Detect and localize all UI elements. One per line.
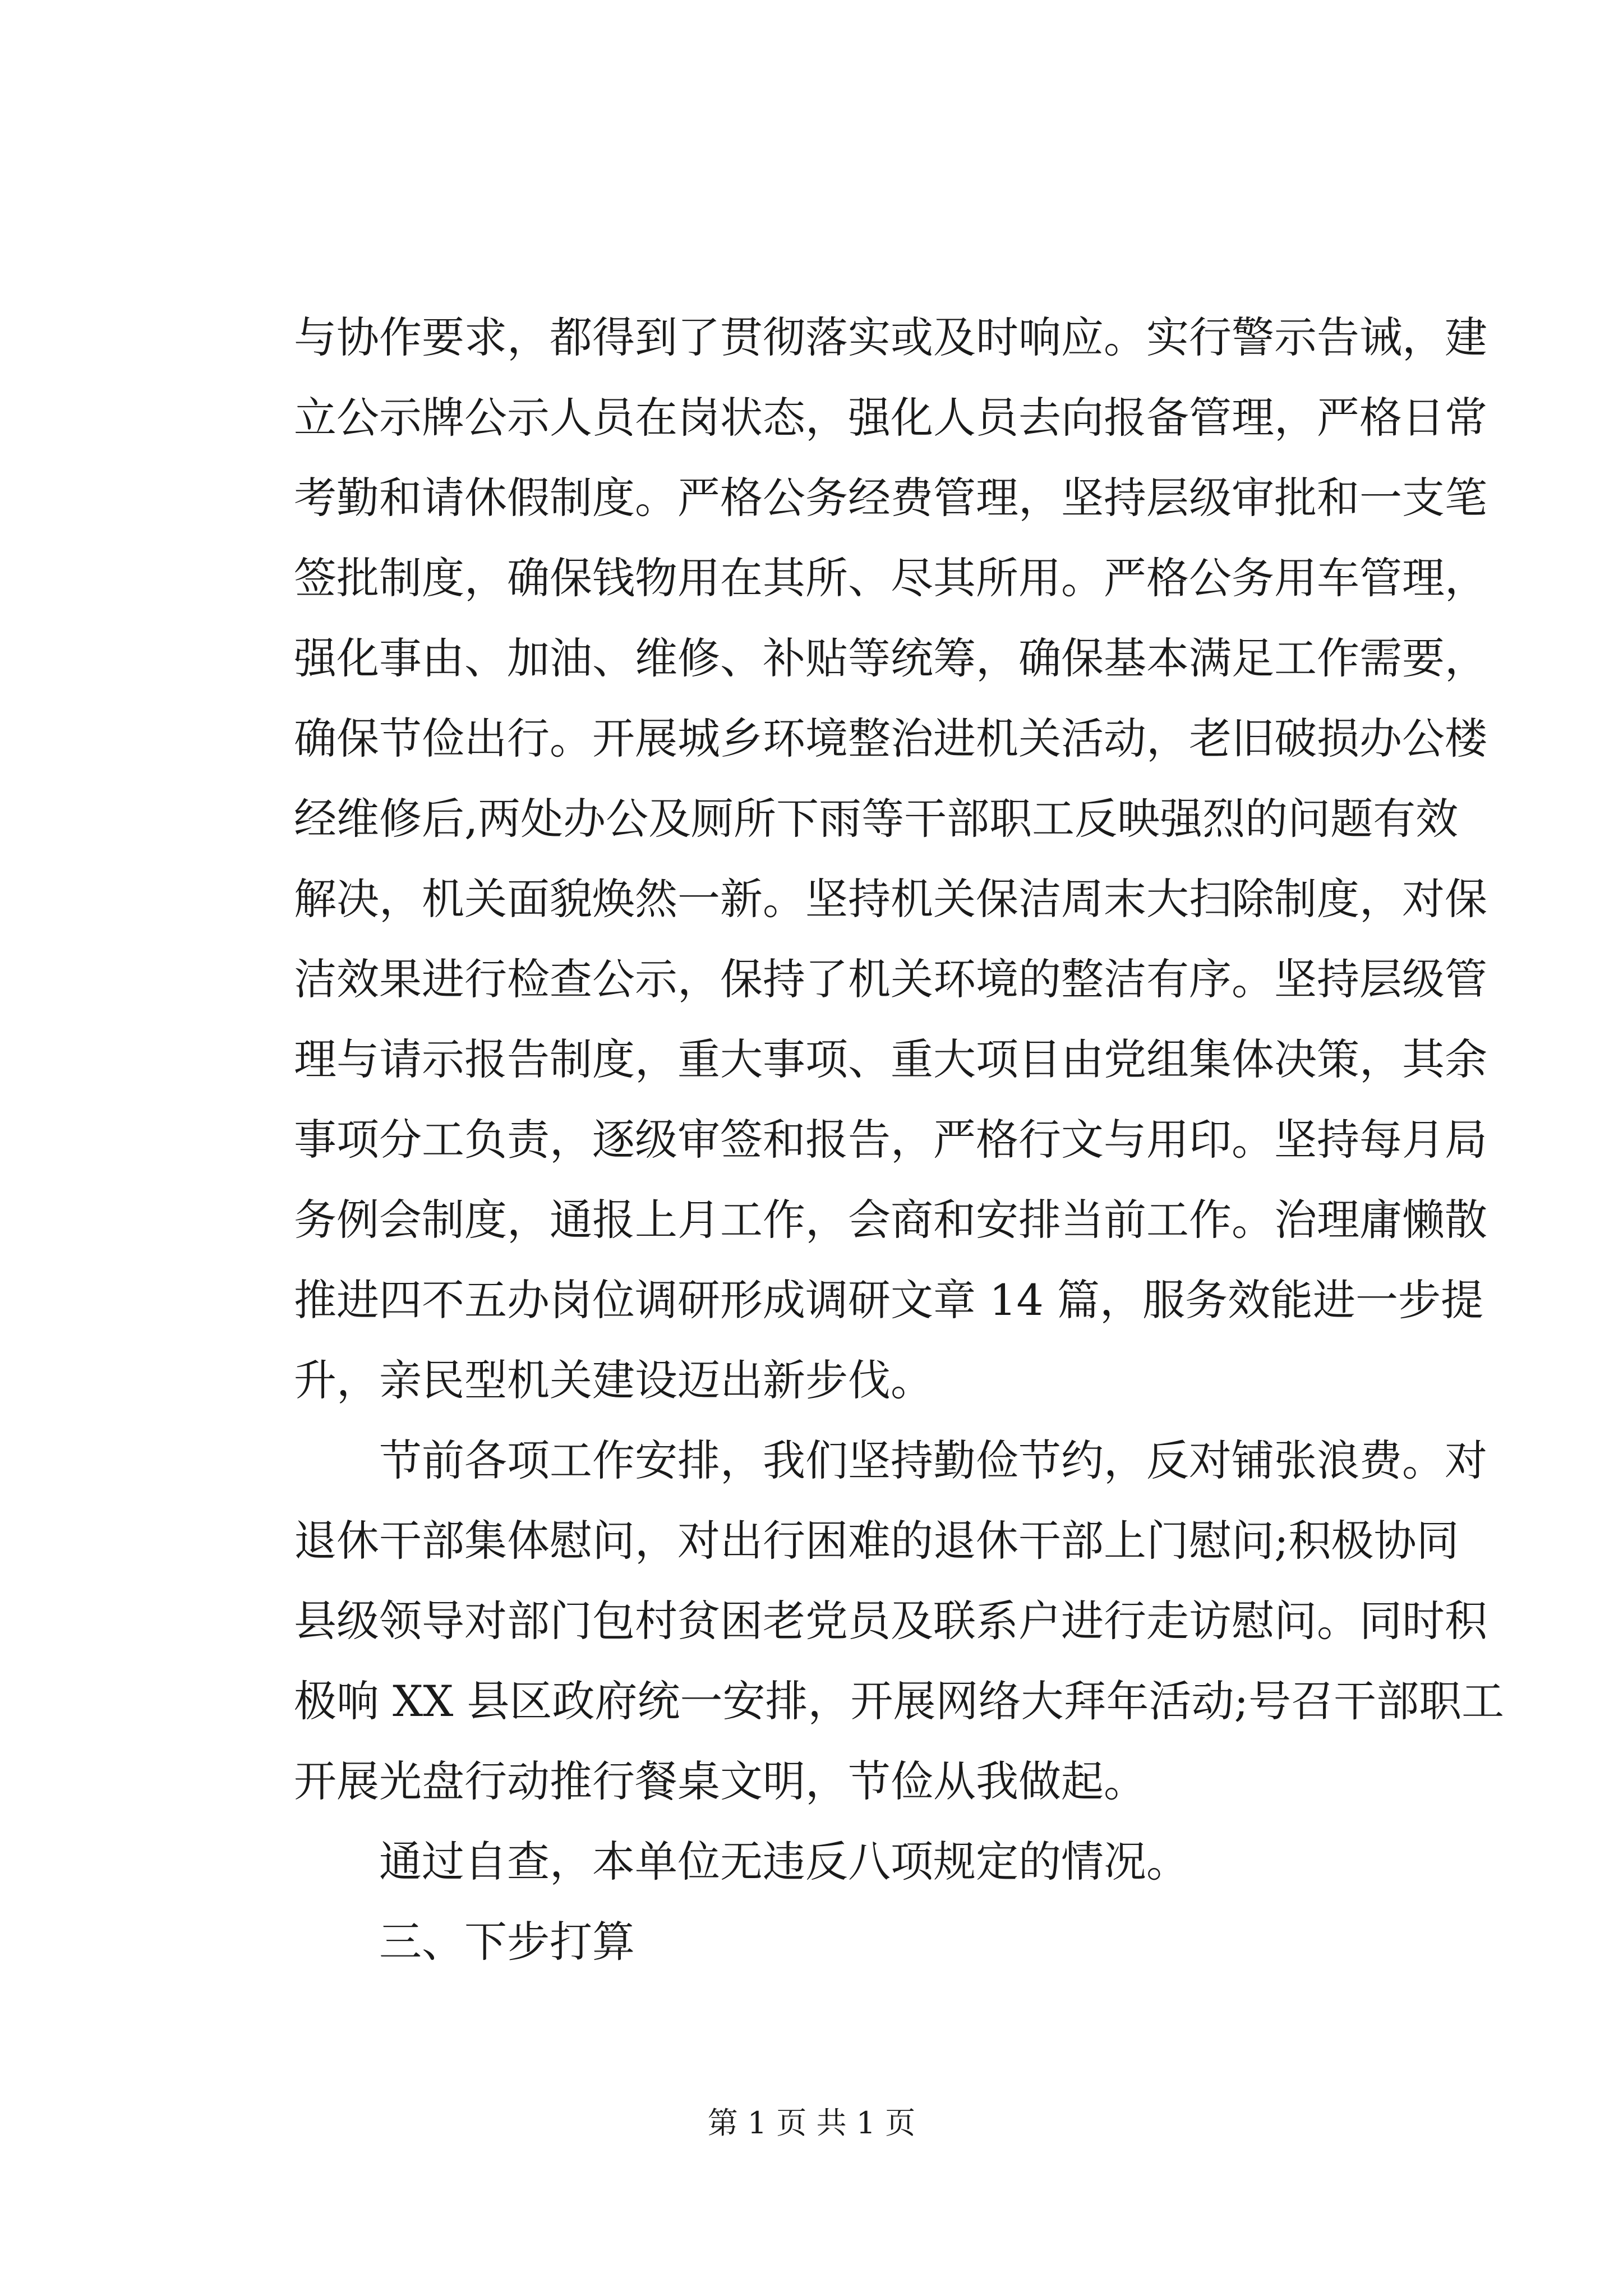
text-line: 极响 XX 县区政府统一安排，开展网络大拜年活动;号召干部职工	[294, 1676, 1505, 1726]
text-line: 务例会制度，通报上月工作，会商和安排当前工作。治理庸懒散	[294, 1195, 1487, 1245]
text-line: 开展光盘行动推行餐桌文明，节俭从我做起。	[294, 1756, 1146, 1806]
page-number-label: 第 1 页 共 1 页	[707, 2105, 916, 2141]
text-line: 洁效果进行检查公示，保持了机关环境的整洁有序。坚持层级管	[294, 954, 1487, 1004]
text-line: 三、下步打算	[379, 1917, 635, 1967]
text-line: 解决，机关面貌焕然一新。坚持机关保洁周末大扫除制度，对保	[294, 874, 1487, 924]
section-heading	[294, 1902, 1410, 1982]
text-line: 通过自查，本单位无违反八项规定的情况。	[379, 1837, 1189, 1887]
text-line: 经维修后,两处办公及厕所下雨等干部职工反映强烈的问题有效	[294, 794, 1459, 844]
text-line: 推进四不五办岗位调研形成调研文章 14 篇，服务效能进一步提	[294, 1275, 1484, 1325]
text-line: 确保节俭出行。开展城乡环境整治进机关活动，老旧破损办公楼	[294, 714, 1487, 763]
text-line: 考勤和请休假制度。严格公务经费管理，坚持层级审批和一支笔	[294, 473, 1487, 523]
text-line: 签批制度，确保钱物用在其所、尽其所用。严格公务用车管理，	[294, 553, 1487, 603]
paragraph-2	[294, 1420, 1505, 1821]
text-line: 升，亲民型机关建设迈出新步伐。	[294, 1355, 933, 1405]
body-text	[294, 297, 1505, 1982]
text-line: 与协作要求，都得到了贯彻落实或及时响应。实行警示告诫，建	[294, 312, 1487, 362]
text-line: 节前各项工作安排，我们坚持勤俭节约，反对铺张浪费。对	[379, 1435, 1487, 1485]
paragraph-3	[294, 1821, 1410, 1902]
text-line: 立公示牌公示人员在岗状态，强化人员去向报备管理，严格日常	[294, 393, 1487, 443]
page-footer	[0, 2101, 1623, 2146]
paragraph-1	[294, 297, 1487, 1420]
text-line: 理与请示报告制度，重大事项、重大项目由党组集体决策，其余	[294, 1034, 1487, 1084]
text-line: 退休干部集体慰问，对出行困难的退休干部上门慰问;积极协同	[294, 1516, 1459, 1566]
text-line: 县级领导对部门包村贫困老党员及联系户进行走访慰问。同时积	[294, 1596, 1487, 1646]
text-line: 强化事由、加油、维修、补贴等统筹，确保基本满足工作需要，	[294, 633, 1487, 683]
text-line: 事项分工负责，逐级审签和报告，严格行文与用印。坚持每月局	[294, 1115, 1487, 1165]
